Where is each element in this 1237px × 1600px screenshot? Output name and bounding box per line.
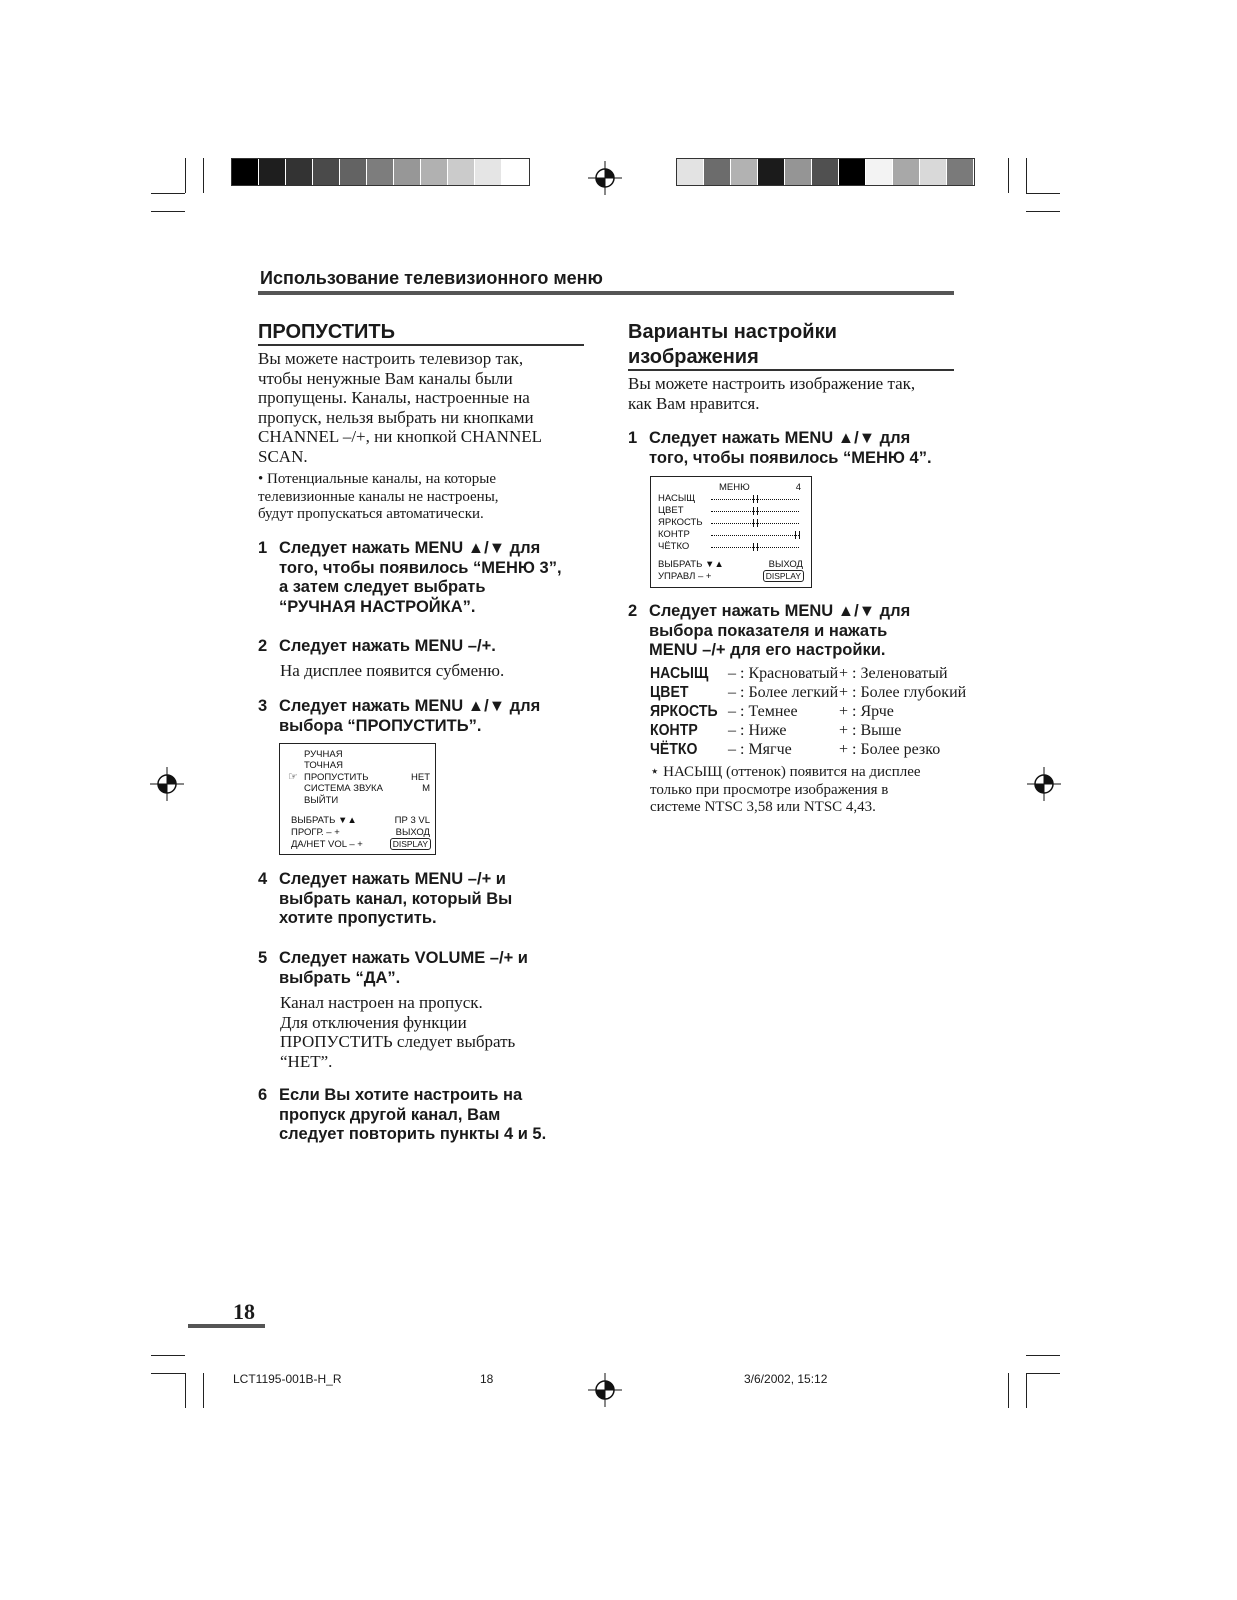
color-swatch [920,159,947,185]
step-6 [258,1086,598,1146]
step-number: 3 [258,697,268,715]
adjustment-table [650,665,967,765]
color-swatch [475,159,502,185]
color-swatch [839,159,866,185]
color-swatch [394,159,421,185]
adjustment-key: НАСЫЩ [650,665,709,682]
step-number: 6 [258,1086,268,1104]
color-bar-left [231,158,530,186]
step-2 [258,637,598,659]
osd-hint: ВЫХОД [768,559,803,570]
adjustment-key: ЧЁТКО [650,741,698,758]
page-number-rule [188,1324,265,1328]
osd-slider-track [711,535,799,536]
registration-mark-icon [588,1373,622,1407]
adjustment-minus: – : Ниже [728,722,787,739]
osd-hint: УПРАВЛ – + [658,571,712,582]
color-swatch [731,159,758,185]
skip-note-text: • Потенциальные каналы, на которые телевизионные каналы не настроены, будут пропускаться автоматически. [258,471,499,522]
osd-item: РУЧНАЯ [304,749,343,760]
osd-slider-knob [753,543,758,551]
osd-item: ТОЧНАЯ [304,760,343,771]
osd-manual-menu [279,743,436,855]
footer-page: 18 [480,1372,494,1386]
color-swatch [677,159,704,185]
step-text: Следует нажать MENU ▲/▼ для выбора “ПРОПУСТИТЬ”. [279,697,541,735]
step-text: Следует нажать MENU –/+. [279,637,496,655]
adjustment-row [650,703,960,722]
osd-hint: ВЫБРАТЬ ▼▲ [291,815,357,826]
osd-slider-label: КОНТР [658,529,690,540]
step-number: 2 [258,637,268,655]
osd-slider-knob [795,531,800,539]
section-rule [628,369,954,371]
adjustment-row [650,665,960,684]
step-2-subtext: На дисплее появится субменю. [280,661,505,680]
color-swatch [232,159,259,185]
step-4 [258,870,598,930]
page-number: 18 [233,1299,255,1324]
osd-menu-title: МЕНЮ [719,482,750,493]
registration-mark-icon [1027,767,1061,801]
osd-slider-label: ЧЁТКО [658,541,690,552]
color-swatch [367,159,394,185]
color-swatch [286,159,313,185]
osd-item: ВЫЙТИ [304,795,339,806]
osd-hint: ВЫБРАТЬ ▼▲ [658,559,724,570]
step-text: Если Вы хотите настроить на пропуск другой канал, Вам следует повторить пункты 4 и 5. [279,1086,547,1143]
footer-doc-code: LCT1195-001B-H_R [233,1372,342,1386]
picture-step-1 [628,429,968,469]
osd-slider-label: ЦВЕТ [658,505,684,516]
color-swatch [704,159,731,185]
color-swatch [947,159,974,185]
page-header-title: Использование телевизионного меню [260,268,603,288]
header-rule [258,291,954,295]
color-swatch [448,159,475,185]
footer-timestamp: 3/6/2002, 15:12 [744,1372,828,1386]
osd-hint: ПРОГР. – + [291,827,340,838]
osd-hint: ВЫХОД [395,827,430,838]
adjustment-plus: + : Более глубокий [839,684,967,701]
color-swatch [758,159,785,185]
adjustment-minus: – : Красноватый [728,665,839,682]
color-swatch [259,159,286,185]
picture-intro-text: Вы можете настроить изображение так, как Вам нравится. [628,374,916,413]
adjustment-key: КОНТР [650,722,698,739]
adjustment-plus: + : Ярче [839,703,894,720]
adjustment-key: ЯРКОСТЬ [650,703,718,720]
color-swatch [313,159,340,185]
adjustment-minus: – : Темнее [728,703,798,720]
osd-hint: ПР 3 VL [394,815,430,826]
skip-intro-text: Вы можете настроить телевизор так, чтобы ненужные Вам каналы были пропущены. Каналы, настроенные на пропуск, нельзя выбрать ни кнопками CHANNEL –/+, ни кнопкой CHANNEL SCAN. [258,349,543,466]
color-swatch [812,159,839,185]
step-text: Следует нажать MENU –/+ и выбрать канал, который Вы хотите пропустить. [279,870,513,927]
osd-hint: ДА/НЕТ VOL – + [291,839,363,850]
color-bar-right [676,158,975,186]
osd-item: СИСТЕМА ЗВУКА [304,783,383,794]
adjustment-key: ЦВЕТ [650,684,689,701]
skip-section-title: ПРОПУСТИТЬ [258,321,395,343]
osd-slider-knob [753,519,758,527]
osd-slider-label: ЯРКОСТЬ [658,517,703,528]
osd-menu-4 [650,476,812,588]
color-swatch [502,159,529,185]
color-swatch [421,159,448,185]
step-number: 5 [258,949,268,967]
osd-slider-label: НАСЫЩ [658,493,696,504]
step-5 [258,949,598,989]
display-button-label: DISPLAY [390,838,431,850]
adjustment-row [650,741,960,760]
section-rule [258,344,584,346]
step-text: Следует нажать MENU ▲/▼ для того, чтобы появилось “МЕНЮ 3”, а затем следует выбрать “РУЧНАЯ НАСТРОЙКА”. [279,539,562,616]
osd-menu-page: 4 [795,482,801,493]
display-button-label: DISPLAY [763,570,804,582]
color-swatch [785,159,812,185]
picture-step-2 [628,602,968,662]
adjustment-minus: – : Мягче [728,741,792,758]
adjustment-minus: – : Более легкий [728,684,839,701]
adjustment-plus: + : Более резко [839,741,941,758]
step-number: 1 [258,539,268,557]
step-number: 4 [258,870,268,888]
registration-mark-icon [588,161,622,195]
step-text: Следует нажать MENU ▲/▼ для выбора показателя и нажать MENU –/+ для его настройки. [649,602,911,659]
step-3 [258,697,598,737]
step-text: Следует нажать VOLUME –/+ и выбрать “ДА”. [279,949,528,987]
step-number: 1 [628,429,638,447]
step-text: Следует нажать MENU ▲/▼ для того, чтобы появилось “МЕНЮ 4”. [649,429,932,467]
adjustment-plus: + : Зеленоватый [839,665,948,682]
osd-slider-knob [753,507,758,515]
color-swatch [893,159,920,185]
color-swatch [866,159,893,185]
footnote-text: ⋆ НАСЫЩ (оттенок) появится на дисплее только при просмотре изображения в системе NTSC 3,58 или NTSC 4,43. [650,764,921,815]
color-swatch [340,159,367,185]
adjustment-row [650,722,960,741]
osd-item-selected: ПРОПУСТИТЬ [304,772,369,783]
osd-slider-knob [753,495,758,503]
adjustment-plus: + : Выше [839,722,902,739]
osd-skip-value: НЕТ [411,772,430,783]
pointing-hand-icon: ☞ [288,771,298,783]
step-5-subtext: Канал настроен на пропуск. Для отключения функции ПРОПУСТИТЬ следует выбрать “НЕТ”. [280,993,516,1071]
step-1 [258,539,598,619]
step-number: 2 [628,602,638,620]
adjustment-row [650,684,967,703]
registration-mark-icon [150,767,184,801]
osd-sound-value: M [422,783,430,794]
picture-section-title: Варианты настройки изображения [628,321,837,368]
